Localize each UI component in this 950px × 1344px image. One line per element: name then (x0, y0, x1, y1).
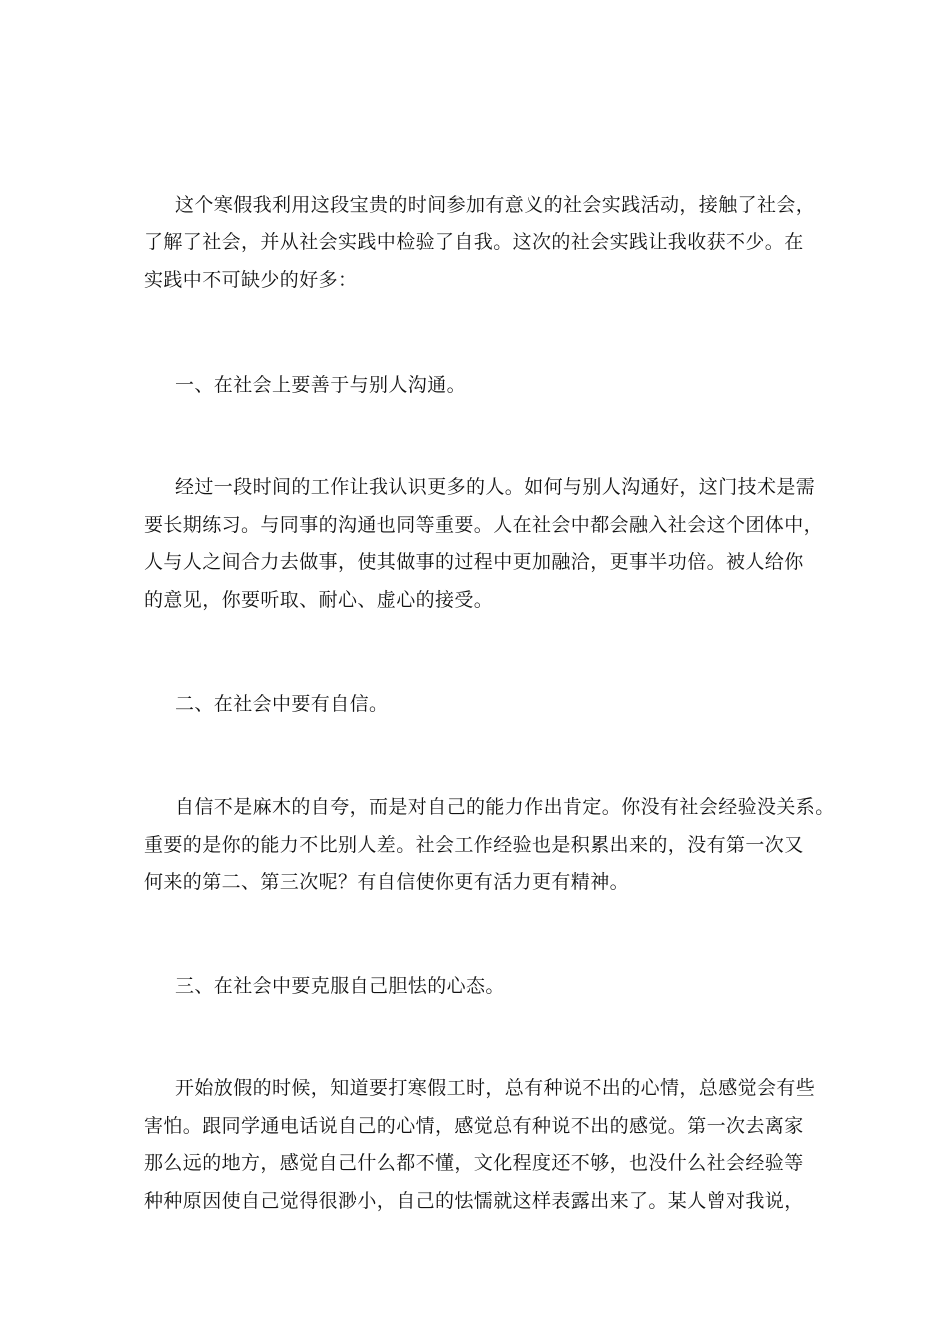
paragraph-1-line-3: 实践中不可缺少的好多： (144, 269, 358, 291)
paragraph-4-line-3: 那么远的地方，感觉自己什么都不懂，文化程度还不够，也没什么社会经验等 (144, 1152, 804, 1174)
paragraph-3-line-1: 自信不是麻木的自夸，而是对自己的能力作出肯定。你没有社会经验没关系。 (175, 796, 835, 818)
paragraph-3-line-3: 何来的第二、第三次呢？有自信使你更有活力更有精神。 (144, 871, 630, 893)
section-heading-2: 二、在社会中要有自信。 (175, 693, 389, 715)
paragraph-2-line-1: 经过一段时间的工作让我认识更多的人。如何与别人沟通好，这门技术是需 (175, 476, 816, 498)
paragraph-2-line-2: 要长期练习。与同事的沟通也同等重要。人在社会中都会融入社会这个团体中， (144, 514, 824, 536)
paragraph-2-line-4: 的意见，你要听取、耐心、虚心的接受。 (144, 589, 494, 611)
paragraph-4-line-4: 种种原因使自己觉得很渺小，自己的怯懦就这样表露出来了。某人曾对我说， (144, 1190, 804, 1212)
paragraph-1-line-2: 了解了社会，并从社会实践中检验了自我。这次的社会实践让我收获不少。在 (144, 231, 804, 253)
section-heading-3: 三、在社会中要克服自己胆怯的心态。 (175, 975, 505, 997)
paragraph-4-line-2: 害怕。跟同学通电话说自己的心情，感觉总有种说不出的感觉。第一次去离家 (144, 1115, 804, 1137)
paragraph-2-line-3: 人与人之间合力去做事，使其做事的过程中更加融洽，更事半功倍。被人给你 (144, 551, 804, 573)
paragraph-4-line-1: 开始放假的时候，知道要打寒假工时，总有种说不出的心情，总感觉会有些 (175, 1077, 816, 1099)
paragraph-3-line-2: 重要的是你的能力不比别人差。社会工作经验也是积累出来的，没有第一次又 (144, 834, 804, 856)
paragraph-1-line-1: 这个寒假我利用这段宝贵的时间参加有意义的社会实践活动，接触了社会， (175, 194, 816, 216)
section-heading-1: 一、在社会上要善于与别人沟通。 (175, 374, 467, 396)
